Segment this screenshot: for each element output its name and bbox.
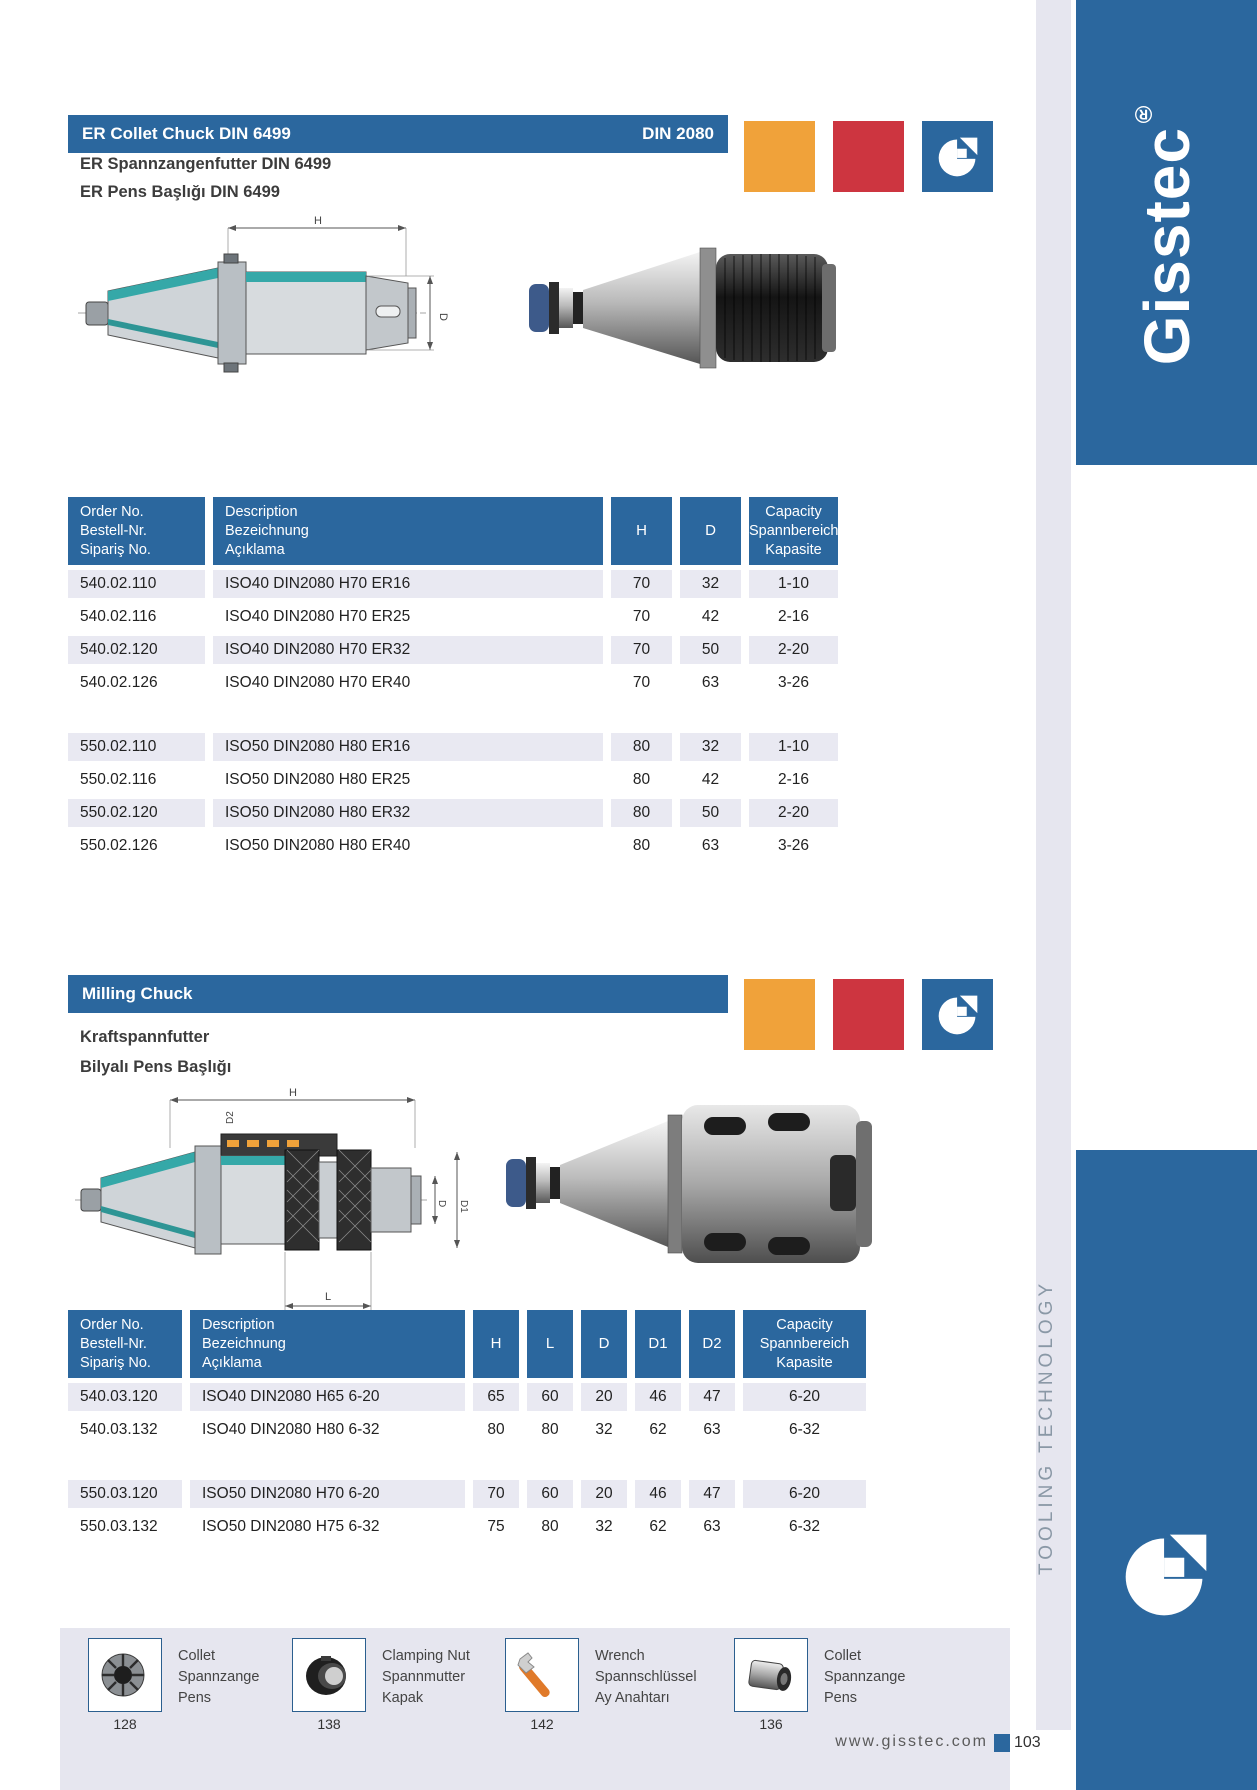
wrench-icon xyxy=(512,1645,572,1705)
dim-label-d1: D1 xyxy=(458,1200,469,1213)
brand-wordmark xyxy=(1130,99,1204,365)
red-square-icon xyxy=(833,121,904,192)
gisstec-g-icon-small xyxy=(935,992,981,1038)
table2-col-h: H xyxy=(473,1310,519,1378)
table2-col-l: L xyxy=(527,1310,573,1378)
er-collet-chuck-photo xyxy=(525,228,875,388)
section2-subtitle-tr: Bilyalı Pens Başlığı xyxy=(80,1058,232,1076)
table2-header xyxy=(0,1310,1010,1378)
orange-square-icon xyxy=(744,979,815,1050)
brand-panel-bottom xyxy=(1076,1150,1257,1790)
legend-ref: 138 xyxy=(317,1716,341,1732)
legend-box-wrench xyxy=(505,1638,579,1712)
legend-label: Wrench Spannschlüssel Ay Anahtarı xyxy=(595,1648,697,1706)
legend-label: Collet Spannzange Pens xyxy=(824,1648,906,1706)
section1-header-bar xyxy=(68,115,728,153)
table2-col-capacity: Capacity Spannbereich Kapasite xyxy=(743,1310,866,1378)
collet-icon xyxy=(742,1646,800,1704)
legend-box-collet xyxy=(88,1638,162,1712)
footer-website: www.gisstec.com xyxy=(835,1733,988,1750)
table2-body: 540.03.120 ISO40 DIN2080 H65 6-20 65 60 20 46 47 6-20 540.03.132 ISO40 DIN2080 H80 6-32 80 80 32 62 63 6-32 550.03.120 ISO50 DIN2080 H70 6-20 70 60 20 46 47 6-20 550.03.132 ISO50 DIN2080 H75 6-32 75 80 32 62 63 6-32 xyxy=(0,1383,1010,1543)
legend-ref: 136 xyxy=(759,1716,783,1732)
registered-mark: ® xyxy=(1129,99,1157,128)
table1-col-capacity: Capacity Spannbereich Kapasite xyxy=(749,497,838,565)
dim-label-d: D xyxy=(437,313,449,321)
section1-subtitle-tr: ER Pens Başlığı DIN 6499 xyxy=(80,183,280,201)
page-number-marker xyxy=(994,1734,1010,1752)
er-collet-chuck-technical-drawing xyxy=(78,216,458,411)
table1-body: 540.02.110 ISO40 DIN2080 H70 ER16 70 32 1-10 540.02.116 ISO40 DIN2080 H70 ER25 70 42 2-16 540.02.120 ISO40 DIN2080 H70 ER32 70 50 2-20 540.02.126 ISO40 DIN2080 H70 ER40 70 63 3-26 550.02.110 ISO50 DIN2080 H80 ER16 80 32 1-10 550.02.116 ISO50 DIN2080 H80 ER25 80 42 2-16 550.02.120 ISO50 DIN2080 H80 ER32 80 50 2-20 550.02.126 ISO50 DIN2080 H80 ER40 80 63 3-26 xyxy=(0,570,1010,862)
brand-panel-top xyxy=(1076,0,1257,465)
dim-label-h: H xyxy=(289,1088,297,1099)
logo-square-icon xyxy=(922,121,993,192)
section2-title: Milling Chuck xyxy=(82,984,193,1003)
collet-icon xyxy=(97,1647,153,1703)
section2-subtitle-de: Kraftspannfutter xyxy=(80,1028,210,1046)
brand-name: Gisstec xyxy=(1130,127,1203,366)
table1-col-order: Order No. Bestell-Nr. Sipariş No. xyxy=(68,497,205,565)
table1-col-d: D xyxy=(680,497,741,565)
legend-label: Clamping Nut Spannmutter Kapak xyxy=(382,1648,470,1706)
clamping-nut-icon xyxy=(301,1647,357,1703)
section1-title: ER Collet Chuck DIN 6499 xyxy=(82,124,291,143)
table1-header xyxy=(0,497,1010,565)
orange-square-icon xyxy=(744,121,815,192)
table2-col-d1: D1 xyxy=(635,1310,681,1378)
table2-col-d: D xyxy=(581,1310,627,1378)
page-number: 103 xyxy=(1014,1734,1041,1751)
dim-label-d: D xyxy=(436,1200,447,1208)
dim-label-d2: D2 xyxy=(225,1111,236,1124)
table2-col-d2: D2 xyxy=(689,1310,735,1378)
section1-subtitle-de: ER Spannzangenfutter DIN 6499 xyxy=(80,155,332,173)
legend-ref: 142 xyxy=(530,1716,554,1732)
gisstec-g-icon xyxy=(1118,1527,1214,1623)
table1-col-description: Description Bezeichnung Açıklama xyxy=(213,497,603,565)
dim-label-l: L xyxy=(325,1291,332,1303)
section1-din-badge: DIN 2080 xyxy=(642,124,714,143)
table2-col-order: Order No. Bestell-Nr. Sipariş No. xyxy=(68,1310,182,1378)
legend-ref: 128 xyxy=(113,1716,137,1732)
milling-chuck-technical-drawing xyxy=(75,1088,480,1318)
milling-chuck-photo xyxy=(500,1095,895,1275)
legend-box-clamping-nut xyxy=(292,1638,366,1712)
gisstec-g-icon-small xyxy=(935,134,981,180)
legend-box-collet2 xyxy=(734,1638,808,1712)
red-square-icon xyxy=(833,979,904,1050)
tagline-vertical: TOOLING TECHNOLOGY xyxy=(1036,1279,1057,1575)
legend-label: Collet Spannzange Pens xyxy=(178,1648,260,1706)
logo-square-icon xyxy=(922,979,993,1050)
table2-col-description: Description Bezeichnung Açıklama xyxy=(190,1310,465,1378)
table1-col-h: H xyxy=(611,497,672,565)
dim-label-h: H xyxy=(314,216,322,227)
section2-header-bar xyxy=(68,975,728,1013)
